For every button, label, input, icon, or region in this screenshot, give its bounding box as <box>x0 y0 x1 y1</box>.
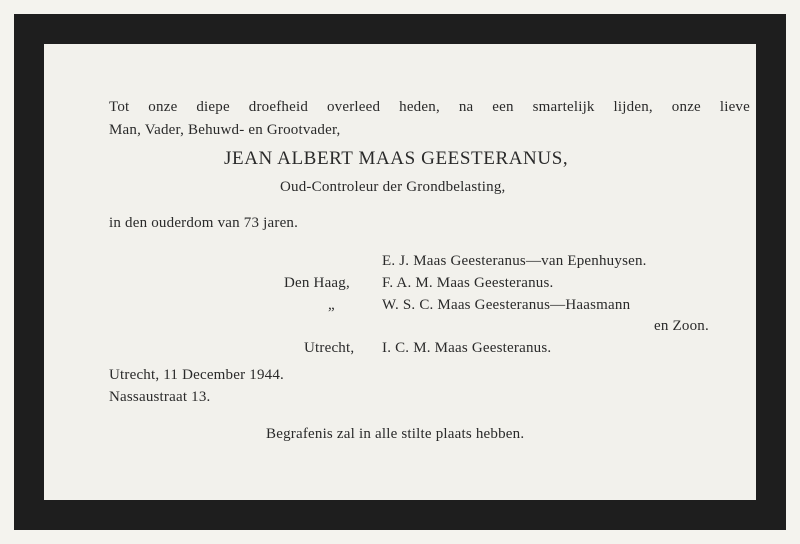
mourning-card <box>44 44 756 500</box>
mourner-name: W. S. C. Maas Geesteranus—Haasmann <box>382 297 631 313</box>
mourner-name: F. A. M. Maas Geesteranus. <box>382 275 554 291</box>
age-line: in den ouderdom van 73 jaren. <box>109 215 299 231</box>
intro-line-2: Man, Vader, Behuwd- en Grootvader, <box>109 122 341 138</box>
funeral-note: Begrafenis zal in alle stilte plaats hebben. <box>266 426 525 442</box>
intro-line-1: Tot onze diepe droefheid overleed heden, na een smartelijk lijden, onze lieve <box>109 99 750 115</box>
mourning-card-border <box>14 14 786 530</box>
mourner-name: I. C. M. Maas Geesteranus. <box>382 340 552 356</box>
mourner-name: E. J. Maas Geesteranus—van Epenhuysen. <box>382 253 647 269</box>
mourner-place: Utrecht, <box>304 340 355 356</box>
place-date: Utrecht, 11 December 1944. <box>109 367 284 383</box>
mourner-place-ditto: „ <box>328 297 335 313</box>
mourner-name-continuation: en Zoon. <box>654 318 709 334</box>
address: Nassaustraat 13. <box>109 389 211 405</box>
deceased-title: Oud-Controleur der Grondbelasting, <box>280 179 506 195</box>
mourner-place: Den Haag, <box>284 275 350 291</box>
deceased-name: JEAN ALBERT MAAS GEESTERANUS, <box>224 148 569 169</box>
